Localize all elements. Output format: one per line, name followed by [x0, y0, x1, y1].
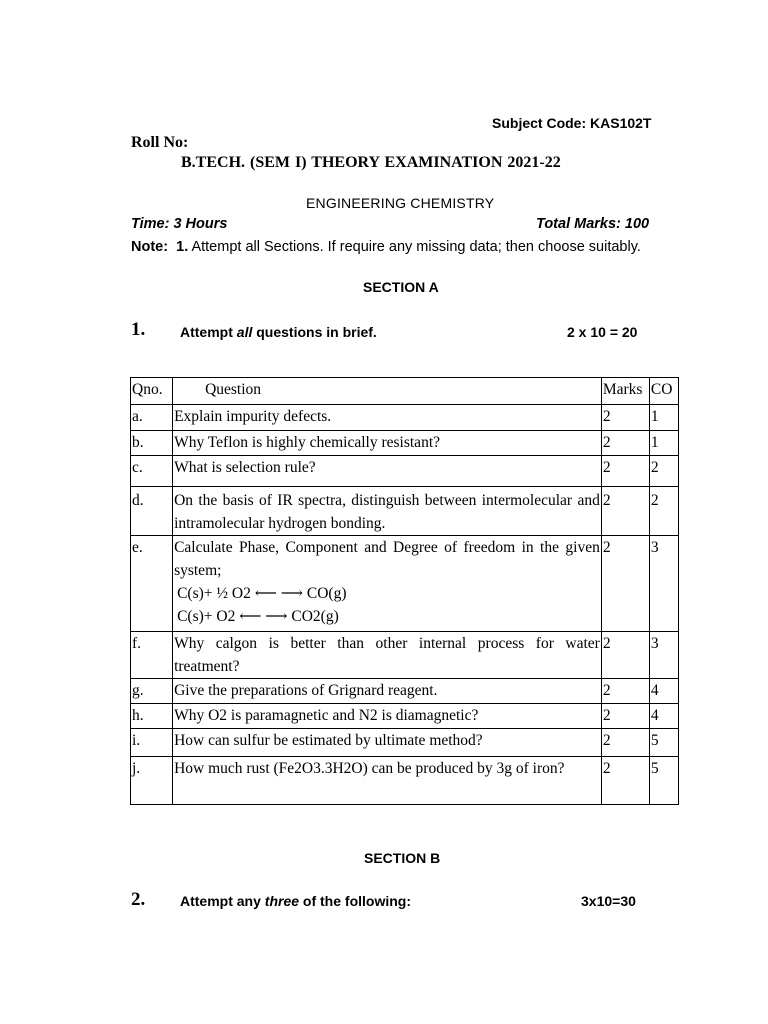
marks-cell: 2 [601, 536, 649, 632]
question-cell: Explain impurity defects. [173, 405, 602, 431]
marks-cell: 2 [601, 456, 649, 487]
roll-no-label: Roll No: [131, 134, 189, 151]
table-row [131, 704, 679, 729]
question-cell: What is selection rule? [173, 456, 602, 487]
exam-time: Time: 3 Hours [131, 216, 228, 232]
equation-1: C(s)+ ½ O2 ⟵ ⟶ CO(g) [177, 585, 347, 602]
qno-cell: h. [131, 704, 173, 729]
marks-cell: 2 [601, 405, 649, 431]
co-cell: 1 [649, 405, 678, 431]
question-2-number: 2. [131, 889, 146, 910]
instruction-text: Attempt [180, 324, 237, 340]
header-co: CO [649, 378, 678, 405]
question-cell [173, 536, 602, 632]
instruction-emphasis: three [264, 893, 300, 909]
qno-cell: f. [131, 632, 173, 679]
qno-cell: c. [131, 456, 173, 487]
table-row [131, 431, 679, 456]
qno-cell: a. [131, 405, 173, 431]
equation-2: C(s)+ O2 ⟵ ⟶ CO2(g) [177, 608, 339, 625]
note-label: Note: [131, 239, 169, 255]
co-cell: 5 [649, 729, 678, 757]
marks-cell: 2 [601, 729, 649, 757]
marks-cell: 2 [601, 757, 649, 805]
table-row [131, 405, 679, 431]
question-cell: How can sulfur be estimated by ultimate method? [173, 729, 602, 757]
marks-cell: 2 [601, 487, 649, 536]
marks-cell: 2 [601, 679, 649, 704]
co-cell: 1 [649, 431, 678, 456]
total-marks: Total Marks: 100 [536, 216, 650, 232]
co-cell: 2 [649, 487, 678, 536]
header-qno: Qno. [131, 378, 173, 405]
marks-cell: 2 [601, 704, 649, 729]
instruction-text: Attempt any [180, 893, 265, 909]
questions-table [130, 377, 679, 805]
section-b-title: SECTION B [364, 850, 441, 866]
co-cell: 4 [649, 704, 678, 729]
qno-cell: b. [131, 431, 173, 456]
co-cell: 4 [649, 679, 678, 704]
qno-cell: j. [131, 757, 173, 805]
table-row [131, 632, 679, 679]
qno-cell: d. [131, 487, 173, 536]
question-cell: How much rust (Fe2O3.3H2O) can be produced by 3g of iron? [173, 757, 602, 805]
table-row [131, 487, 679, 536]
question-2-instruction [180, 893, 411, 909]
instruction-text: of the following: [299, 893, 412, 909]
question-text: Calculate Phase, Component and Degree of freedom in the given system; [174, 539, 600, 579]
exam-note [131, 237, 671, 258]
subject-name: ENGINEERING CHEMISTRY [306, 195, 495, 211]
question-cell: On the basis of IR spectra, distinguish between intermolecular and intramolecular hydrogen bonding. [173, 487, 602, 536]
note-number: 1. [176, 239, 189, 255]
question-cell: Why O2 is paramagnetic and N2 is diamagnetic? [173, 704, 602, 729]
subject-code: Subject Code: KAS102T [492, 115, 652, 131]
question-1-instruction [180, 324, 377, 340]
table-row [131, 456, 679, 487]
instruction-text: questions in brief. [252, 324, 377, 340]
question-1-number: 1. [131, 319, 146, 340]
header-marks: Marks [601, 378, 649, 405]
table-row [131, 679, 679, 704]
question-cell: Give the preparations of Grignard reagent. [173, 679, 602, 704]
co-cell: 3 [649, 632, 678, 679]
marks-cell: 2 [601, 632, 649, 679]
qno-cell: e. [131, 536, 173, 632]
table-row [131, 729, 679, 757]
question-1-marks: 2 x 10 = 20 [567, 324, 638, 340]
exam-title: B.TECH. (SEM I) THEORY EXAMINATION 2021-22 [181, 154, 561, 171]
question-2-marks: 3x10=30 [581, 893, 636, 909]
marks-cell: 2 [601, 431, 649, 456]
question-cell: Why Teflon is highly chemically resistant? [173, 431, 602, 456]
qno-cell: g. [131, 679, 173, 704]
note-text: Attempt all Sections. If require any missing data; then choose suitably. [191, 239, 641, 255]
section-a-title: SECTION A [363, 279, 439, 295]
instruction-emphasis: all [236, 324, 253, 340]
table-row [131, 536, 679, 632]
co-cell: 2 [649, 456, 678, 487]
co-cell: 3 [649, 536, 678, 632]
table-row [131, 757, 679, 805]
header-question: Question [173, 378, 602, 405]
co-cell: 5 [649, 757, 678, 805]
question-cell: Why calgon is better than other internal process for water treatment? [173, 632, 602, 679]
table-header-row [131, 378, 679, 405]
qno-cell: i. [131, 729, 173, 757]
